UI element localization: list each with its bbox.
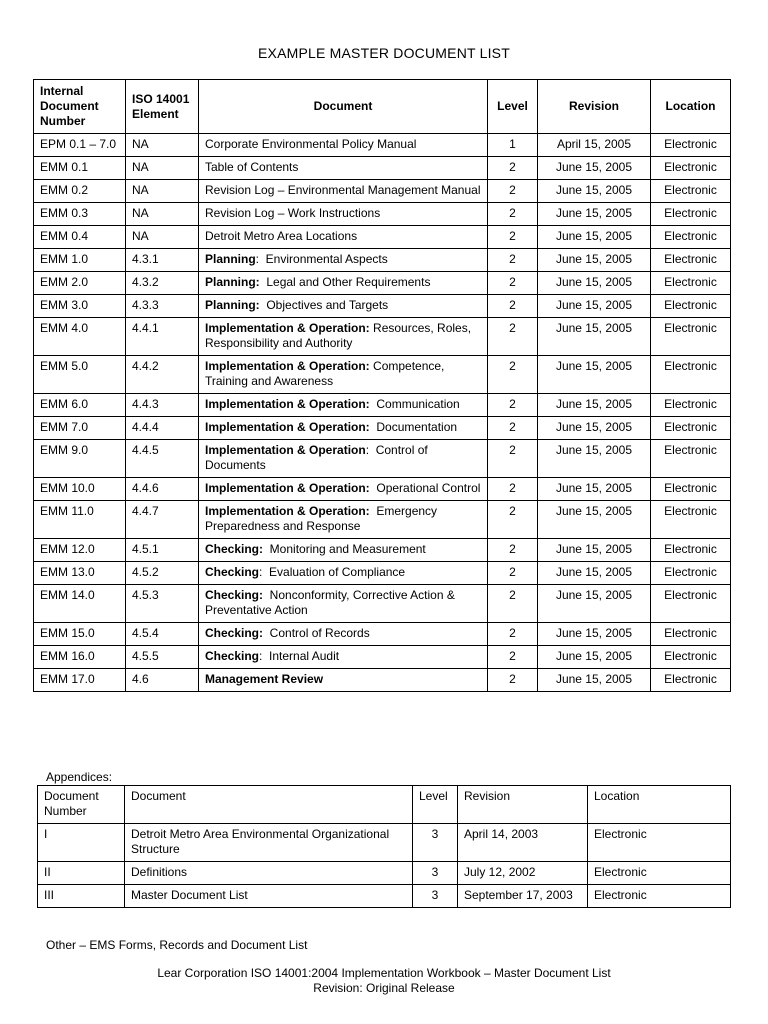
level-cell: 2: [488, 295, 538, 318]
appendix-level-cell: 3: [413, 885, 458, 908]
iso-element-cell: NA: [126, 157, 199, 180]
table-row: [34, 417, 731, 440]
document-title-text: Operational Control: [369, 481, 481, 495]
revision-cell: June 15, 2005: [538, 478, 651, 501]
document-number-cell: EMM 12.0: [34, 539, 126, 562]
document-number-cell: EMM 11.0: [34, 501, 126, 539]
document-title-text: Legal and Other Requirements: [259, 275, 431, 289]
iso-element-cell: 4.3.2: [126, 272, 199, 295]
revision-cell: June 15, 2005: [538, 295, 651, 318]
appendix-row: [38, 824, 731, 862]
location-cell: Electronic: [651, 157, 731, 180]
appx-header-revision: Revision: [458, 786, 588, 824]
level-cell: 2: [488, 272, 538, 295]
document-number-cell: EMM 9.0: [34, 440, 126, 478]
document-section-label: Implementation & Operation:: [205, 397, 370, 411]
level-cell: 2: [488, 669, 538, 692]
document-number-cell: EMM 0.1: [34, 157, 126, 180]
revision-cell: June 15, 2005: [538, 623, 651, 646]
document-section-label: Checking:: [205, 542, 264, 556]
revision-cell: June 15, 2005: [538, 669, 651, 692]
table-row: [34, 478, 731, 501]
document-section-label: Implementation & Operation:: [205, 481, 370, 495]
appx-header-location: Location: [588, 786, 731, 824]
document-title-text: Emergency Preparedness and Response: [205, 504, 441, 533]
location-cell: Electronic: [651, 272, 731, 295]
document-title-text: Control of Records: [263, 626, 370, 640]
appendix-row: [38, 885, 731, 908]
document-title-cell: [199, 134, 488, 157]
level-cell: 2: [488, 417, 538, 440]
location-cell: Electronic: [651, 417, 731, 440]
iso-element-cell: NA: [126, 134, 199, 157]
document-title-cell: [199, 669, 488, 692]
document-title-cell: [199, 417, 488, 440]
document-title-cell: [199, 440, 488, 478]
document-number-cell: EMM 5.0: [34, 356, 126, 394]
location-cell: Electronic: [651, 501, 731, 539]
revision-cell: June 15, 2005: [538, 203, 651, 226]
document-title-text: Documentation: [369, 420, 458, 434]
appendix-revision-cell: July 12, 2002: [458, 862, 588, 885]
appendix-number-cell: II: [38, 862, 125, 885]
revision-cell: June 15, 2005: [538, 539, 651, 562]
header-revision: Revision: [538, 80, 651, 134]
document-title-cell: [199, 203, 488, 226]
level-cell: 2: [488, 157, 538, 180]
iso-element-cell: 4.4.1: [126, 318, 199, 356]
iso-element-cell: 4.5.4: [126, 623, 199, 646]
level-cell: 2: [488, 562, 538, 585]
level-cell: 2: [488, 203, 538, 226]
document-section-label: Checking:: [205, 588, 264, 602]
appendix-location-cell: Electronic: [588, 824, 731, 862]
footer-line-1: Lear Corporation ISO 14001:2004 Implementation Workbook – Master Document List: [157, 966, 611, 980]
table-row: [34, 157, 731, 180]
document-title-text: Competence, Training and Awareness: [205, 359, 448, 388]
table-row: [34, 562, 731, 585]
location-cell: Electronic: [651, 295, 731, 318]
table-row: [34, 585, 731, 623]
document-number-cell: EMM 7.0: [34, 417, 126, 440]
document-title-cell: [199, 585, 488, 623]
table-row: [34, 180, 731, 203]
document-section-label: Checking:: [205, 626, 264, 640]
document-section-label: Implementation & Operation:: [205, 504, 370, 518]
document-title-cell: [199, 272, 488, 295]
location-cell: Electronic: [651, 669, 731, 692]
location-cell: Electronic: [651, 394, 731, 417]
location-cell: Electronic: [651, 646, 731, 669]
table-row: [34, 226, 731, 249]
document-section-label: Implementation & Operation: [205, 443, 366, 457]
document-title-cell: [199, 562, 488, 585]
revision-cell: June 15, 2005: [538, 646, 651, 669]
level-cell: 2: [488, 478, 538, 501]
other-documents-note: Other – EMS Forms, Records and Document List: [46, 938, 308, 952]
level-cell: 2: [488, 585, 538, 623]
level-cell: 2: [488, 249, 538, 272]
iso-element-cell: 4.4.3: [126, 394, 199, 417]
document-section-label: Planning: [205, 252, 256, 266]
appendices-label: Appendices:: [46, 770, 113, 784]
iso-element-cell: 4.5.2: [126, 562, 199, 585]
table-row: [34, 539, 731, 562]
document-title-cell: [199, 394, 488, 417]
document-title-cell: [199, 249, 488, 272]
document-number-cell: EMM 4.0: [34, 318, 126, 356]
appendix-document-cell: Definitions: [125, 862, 413, 885]
document-title-text: : Evaluation of Compliance: [259, 565, 406, 579]
document-number-cell: EPM 0.1 – 7.0: [34, 134, 126, 157]
document-number-cell: EMM 2.0: [34, 272, 126, 295]
document-title-text: Detroit Metro Area Locations: [205, 229, 358, 243]
appendix-document-cell: Master Document List: [125, 885, 413, 908]
iso-element-cell: 4.5.5: [126, 646, 199, 669]
iso-element-cell: 4.5.3: [126, 585, 199, 623]
location-cell: Electronic: [651, 226, 731, 249]
document-title-cell: [199, 226, 488, 249]
location-cell: Electronic: [651, 440, 731, 478]
document-number-cell: EMM 13.0: [34, 562, 126, 585]
location-cell: Electronic: [651, 539, 731, 562]
table-row: [34, 356, 731, 394]
document-title-cell: [199, 157, 488, 180]
location-cell: Electronic: [651, 134, 731, 157]
iso-element-cell: 4.3.3: [126, 295, 199, 318]
revision-cell: June 15, 2005: [538, 157, 651, 180]
table-row: [34, 440, 731, 478]
document-title-text: Table of Contents: [205, 160, 299, 174]
appendix-number-cell: III: [38, 885, 125, 908]
table-row: [34, 501, 731, 539]
revision-cell: June 15, 2005: [538, 356, 651, 394]
appendix-location-cell: Electronic: [588, 885, 731, 908]
table-row: [34, 134, 731, 157]
document-title-cell: [199, 318, 488, 356]
document-section-label: Management Review: [205, 672, 324, 686]
appendix-revision-cell: September 17, 2003: [458, 885, 588, 908]
header-iso-element: ISO 14001 Element: [126, 80, 199, 134]
table-row: [34, 272, 731, 295]
location-cell: Electronic: [651, 180, 731, 203]
location-cell: Electronic: [651, 249, 731, 272]
document-number-cell: EMM 1.0: [34, 249, 126, 272]
header-document-number: Internal Document Number: [34, 80, 126, 134]
document-title-cell: [199, 180, 488, 203]
level-cell: 2: [488, 394, 538, 417]
table-header-row: [34, 80, 731, 134]
header-location: Location: [651, 80, 731, 134]
page-footer: [0, 966, 768, 996]
document-title-text: : Environmental Aspects: [255, 252, 388, 266]
revision-cell: June 15, 2005: [538, 318, 651, 356]
document-title-text: Nonconformity, Corrective Action & Preventative Action: [205, 588, 459, 617]
document-title-cell: [199, 646, 488, 669]
level-cell: 2: [488, 440, 538, 478]
location-cell: Electronic: [651, 478, 731, 501]
appendix-row: [38, 862, 731, 885]
document-title-cell: [199, 539, 488, 562]
table-row: [34, 646, 731, 669]
document-section-label: Implementation & Operation:: [205, 420, 370, 434]
document-title-text: Communication: [369, 397, 460, 411]
revision-cell: June 15, 2005: [538, 272, 651, 295]
appendix-location-cell: Electronic: [588, 862, 731, 885]
document-section-label: Checking: [205, 565, 260, 579]
iso-element-cell: 4.6: [126, 669, 199, 692]
iso-element-cell: NA: [126, 203, 199, 226]
location-cell: Electronic: [651, 562, 731, 585]
document-title-cell: [199, 478, 488, 501]
appx-header-document: Document: [125, 786, 413, 824]
document-number-cell: EMM 6.0: [34, 394, 126, 417]
appendix-level-cell: 3: [413, 824, 458, 862]
level-cell: 2: [488, 501, 538, 539]
appendix-revision-cell: April 14, 2003: [458, 824, 588, 862]
appendix-number-cell: I: [38, 824, 125, 862]
document-section-label: Implementation & Operation:: [205, 359, 370, 373]
revision-cell: June 15, 2005: [538, 585, 651, 623]
document-number-cell: EMM 16.0: [34, 646, 126, 669]
revision-cell: April 15, 2005: [538, 134, 651, 157]
document-title-text: Revision Log – Work Instructions: [205, 206, 381, 220]
appendix-level-cell: 3: [413, 862, 458, 885]
document-title-text: : Internal Audit: [259, 649, 340, 663]
document-title-text: Monitoring and Measurement: [263, 542, 426, 556]
revision-cell: June 15, 2005: [538, 249, 651, 272]
iso-element-cell: NA: [126, 180, 199, 203]
document-title-text: Corporate Environmental Policy Manual: [205, 137, 417, 151]
document-number-cell: EMM 17.0: [34, 669, 126, 692]
header-level: Level: [488, 80, 538, 134]
document-section-label: Implementation & Operation:: [205, 321, 370, 335]
level-cell: 2: [488, 539, 538, 562]
location-cell: Electronic: [651, 585, 731, 623]
document-title-text: Resources, Roles, Responsibility and Authority: [205, 321, 475, 350]
level-cell: 1: [488, 134, 538, 157]
level-cell: 2: [488, 646, 538, 669]
location-cell: Electronic: [651, 623, 731, 646]
document-section-label: Planning:: [205, 298, 260, 312]
document-title-cell: [199, 356, 488, 394]
table-row: [34, 623, 731, 646]
footer-line-2: Revision: Original Release: [313, 981, 455, 995]
header-document: Document: [199, 80, 488, 134]
master-document-table: [33, 79, 731, 692]
revision-cell: June 15, 2005: [538, 226, 651, 249]
iso-element-cell: 4.4.2: [126, 356, 199, 394]
iso-element-cell: 4.4.7: [126, 501, 199, 539]
revision-cell: June 15, 2005: [538, 562, 651, 585]
document-number-cell: EMM 10.0: [34, 478, 126, 501]
iso-element-cell: 4.3.1: [126, 249, 199, 272]
table-row: [34, 295, 731, 318]
document-number-cell: EMM 3.0: [34, 295, 126, 318]
revision-cell: June 15, 2005: [538, 501, 651, 539]
document-section-label: Checking: [205, 649, 260, 663]
iso-element-cell: 4.4.5: [126, 440, 199, 478]
level-cell: 2: [488, 318, 538, 356]
location-cell: Electronic: [651, 356, 731, 394]
document-title-text: Revision Log – Environmental Management Manual: [205, 183, 481, 197]
location-cell: Electronic: [651, 203, 731, 226]
appx-header-document-number: Document Number: [38, 786, 125, 824]
document-number-cell: EMM 0.4: [34, 226, 126, 249]
document-title-cell: [199, 501, 488, 539]
page-title: EXAMPLE MASTER DOCUMENT LIST: [258, 45, 510, 61]
document-number-cell: EMM 15.0: [34, 623, 126, 646]
document-number-cell: EMM 14.0: [34, 585, 126, 623]
appendix-document-cell: Detroit Metro Area Environmental Organizational Structure: [125, 824, 413, 862]
document-title-text: : Control of Documents: [205, 443, 432, 472]
document-number-cell: EMM 0.2: [34, 180, 126, 203]
iso-element-cell: NA: [126, 226, 199, 249]
revision-cell: June 15, 2005: [538, 417, 651, 440]
document-title-cell: [199, 623, 488, 646]
level-cell: 2: [488, 623, 538, 646]
revision-cell: June 15, 2005: [538, 440, 651, 478]
iso-element-cell: 4.4.6: [126, 478, 199, 501]
table-row: [34, 249, 731, 272]
level-cell: 2: [488, 356, 538, 394]
level-cell: 2: [488, 226, 538, 249]
table-row: [34, 203, 731, 226]
table-row: [34, 318, 731, 356]
appendices-header-row: [38, 786, 731, 824]
iso-element-cell: 4.5.1: [126, 539, 199, 562]
appendices-table: [37, 785, 731, 908]
appx-header-level: Level: [413, 786, 458, 824]
document-title-text: Objectives and Targets: [259, 298, 389, 312]
location-cell: Electronic: [651, 318, 731, 356]
document-title-cell: [199, 295, 488, 318]
level-cell: 2: [488, 180, 538, 203]
document-number-cell: EMM 0.3: [34, 203, 126, 226]
table-row: [34, 669, 731, 692]
revision-cell: June 15, 2005: [538, 180, 651, 203]
document-section-label: Planning:: [205, 275, 260, 289]
table-row: [34, 394, 731, 417]
iso-element-cell: 4.4.4: [126, 417, 199, 440]
revision-cell: June 15, 2005: [538, 394, 651, 417]
